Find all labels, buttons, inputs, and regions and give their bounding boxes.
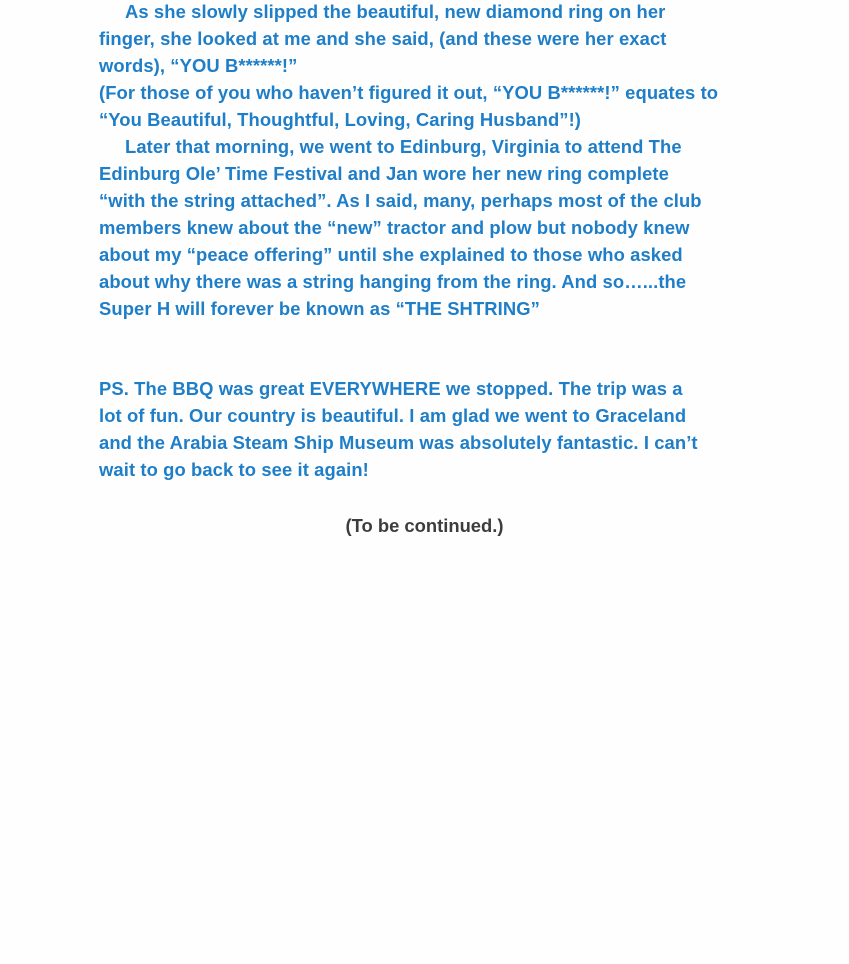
story-line: finger, she looked at me and she said, (and these were her exact: [99, 28, 667, 49]
story-line: “You Beautiful, Thoughtful, Loving, Caring Husband”!): [99, 109, 582, 130]
story-line: about my “peace offering” until she explained to those who asked: [99, 244, 683, 265]
story-line: members knew about the “new” tractor and plow but nobody knew: [99, 217, 690, 238]
story-line: “with the string attached”. As I said, many, perhaps most of the club: [99, 190, 702, 211]
story-line: (For those of you who haven’t figured it out, “YOU B******!” equates to: [99, 82, 719, 103]
story-line: about why there was a string hanging from the ring. And so…...the: [99, 271, 687, 292]
story-line: Later that morning, we went to Edinburg, Virginia to attend The: [125, 136, 682, 157]
story-paragraphs: [99, 0, 759, 322]
story-line: As she slowly slipped the beautiful, new diamond ring on her: [125, 1, 666, 22]
story-line: Edinburg Ole’ Time Festival and Jan wore her new ring complete: [99, 163, 669, 184]
postscript-line: and the Arabia Steam Ship Museum was absolutely fantastic. I can’t: [99, 432, 698, 453]
to-be-continued-note: (To be continued.): [345, 515, 504, 536]
postscript-line: wait to go back to see it again!: [99, 459, 369, 480]
postscript-line: lot of fun. Our country is beautiful. I am glad we went to Graceland: [99, 405, 687, 426]
postscript-paragraph: [99, 375, 759, 483]
postscript-line: PS. The BBQ was great EVERYWHERE we stopped. The trip was a: [99, 378, 683, 399]
story-line: words), “YOU B******!”: [99, 55, 298, 76]
story-line: Super H will forever be known as “THE SHTRING”: [99, 298, 540, 319]
